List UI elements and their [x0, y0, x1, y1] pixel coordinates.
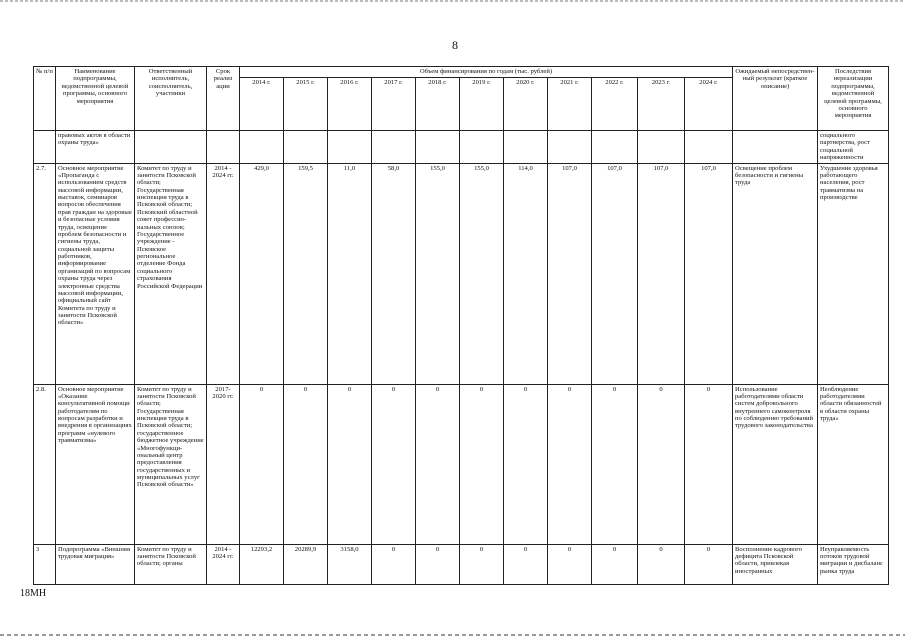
funding-value: 0	[284, 384, 328, 544]
row-number: 2.8.	[34, 384, 56, 544]
row-result: Освещение проблем безопасности и гигиены труда	[733, 163, 818, 384]
funding-value: 107,0	[592, 163, 638, 384]
funding-value: 0	[592, 384, 638, 544]
row-executor: Комитет по труду и занятости Псковской области; Государственная инспекция труда в Псковской области; Псковский областной совет профессио-нальных союзов; Государственное учреждение - Псковское региональное отделение Фонда социального страхования Российской Федерации	[135, 163, 207, 384]
funding-value: 155,0	[416, 163, 460, 384]
row-result: Восполнение кадрового дефицита Псковской области, привлекая иностранных	[733, 544, 818, 584]
header-term: Срок реализ ации	[207, 67, 240, 131]
year-header: 2017 г.	[372, 78, 416, 131]
year-header: 2014 г.	[240, 78, 284, 131]
scan-edge-top	[0, 0, 905, 2]
row-name: Основное мероприятие «Пропаганда с использованием средств массовой информации, выставок, семинаров вопросов обеспечения прав граждан на здоровые и безопасные условия труда, освещение проблем безопасности и гигиены труда, социальной защиты работников, информирование организаций по вопросам охраны труда через электронные средства массовой информации, официальный сайт Комитета по труду и занятости Псковской области»	[56, 163, 135, 384]
year-header: 2018 г.	[416, 78, 460, 131]
row-name: Подпрограмма «Внешняя трудовая миграция»	[56, 544, 135, 584]
funding-value: 0	[372, 384, 416, 544]
funding-value: 107,0	[638, 163, 685, 384]
row-executor: Комитет по труду и занятости Псковской области; органы	[135, 544, 207, 584]
year-header: 2020 г.	[504, 78, 548, 131]
header-no: № п/п	[34, 67, 56, 131]
funding-value: 0	[328, 384, 372, 544]
funding-value: 12293,2	[240, 544, 284, 584]
funding-value: 0	[685, 544, 733, 584]
row-consequences: Неуправляемость потоков трудовой миграции и дисбаланс рынка труда	[818, 544, 889, 584]
footer-code: 18МН	[20, 588, 47, 599]
row-term: 2014 - 2024 гг.	[207, 163, 240, 384]
row-number: 2.7.	[34, 163, 56, 384]
program-table	[33, 66, 889, 585]
row-name: Основное мероприятие «Оказание консультативной помощи работодателям по вопросам разработки и внедрения в организациях программ «нулевого травматизма»	[56, 384, 135, 544]
table-row	[34, 163, 889, 384]
row-consequences: Ухудшение здоровья работающего населения, рост травматизма на производстве	[818, 163, 889, 384]
funding-value: 20289,9	[284, 544, 328, 584]
funding-value: 0	[504, 544, 548, 584]
year-header: 2022 г.	[592, 78, 638, 131]
row-result: Использование работодателями области систем добровольного внутреннего самоконтроля по соблюдению требований трудового законодательства	[733, 384, 818, 544]
header-consequences: Последствия нереализации подпрограммы, ведомственной целевой программы, основного мероприятия	[818, 67, 889, 131]
funding-value: 3158,0	[328, 544, 372, 584]
header-name: Наименование подпрограммы, ведомственной целевой программы, основного мероприятия	[56, 67, 135, 131]
year-header: 2019 г.	[460, 78, 504, 131]
funding-value: 0	[548, 544, 592, 584]
row-executor: Комитет по труду и занятости Псковской области; Государственная инспекция труда в Псковской области; государственное бюджетное учреждение «Многофункци-ональный центр предоставления государственных и муниципальных услуг Псковской области»	[135, 384, 207, 544]
funding-value: 0	[460, 384, 504, 544]
funding-value: 0	[548, 384, 592, 544]
funding-value: 0	[685, 384, 733, 544]
funding-value: 0	[240, 384, 284, 544]
funding-value: 429,0	[240, 163, 284, 384]
funding-value: 58,0	[372, 163, 416, 384]
year-header: 2024 г.	[685, 78, 733, 131]
funding-value: 107,0	[548, 163, 592, 384]
funding-value: 0	[638, 544, 685, 584]
row-consequences: Необлюдение работодателями области обязанностей в области охраны труда»	[818, 384, 889, 544]
table-row-continuation	[34, 131, 889, 164]
funding-value: 155,0	[460, 163, 504, 384]
scan-edge-bottom	[0, 634, 905, 636]
funding-value: 0	[460, 544, 504, 584]
row-number: 3	[34, 544, 56, 584]
year-header: 2015 г.	[284, 78, 328, 131]
funding-value: 114,0	[504, 163, 548, 384]
funding-value: 159,5	[284, 163, 328, 384]
funding-value: 107,0	[685, 163, 733, 384]
row-term: 2014 - 2024 гг.	[207, 544, 240, 584]
row-term: 2017- 2020 гг.	[207, 384, 240, 544]
funding-value: 11,0	[328, 163, 372, 384]
table-row	[34, 544, 889, 584]
header-executor: Ответственный исполнитель, соисполнитель, участники	[135, 67, 207, 131]
year-header: 2021 г.	[548, 78, 592, 131]
header-funding: Объем финансирования по годам (тыс. рублей)	[240, 67, 733, 78]
funding-value: 0	[416, 384, 460, 544]
header-result: Ожидаемый непосредствен-ный результат (краткое описание)	[733, 67, 818, 131]
funding-value: 0	[638, 384, 685, 544]
funding-value: 0	[504, 384, 548, 544]
header-row	[34, 67, 889, 78]
funding-value: 0	[416, 544, 460, 584]
table-row	[34, 384, 889, 544]
funding-value: 0	[592, 544, 638, 584]
year-header: 2016 г.	[328, 78, 372, 131]
year-header: 2023 г.	[638, 78, 685, 131]
funding-value: 0	[372, 544, 416, 584]
carry-name: правовых актов в области охраны труда»	[56, 131, 135, 164]
carry-consequences: социального партнерства, рост социальной напряженности	[818, 131, 889, 164]
page-number: 8	[452, 38, 458, 52]
